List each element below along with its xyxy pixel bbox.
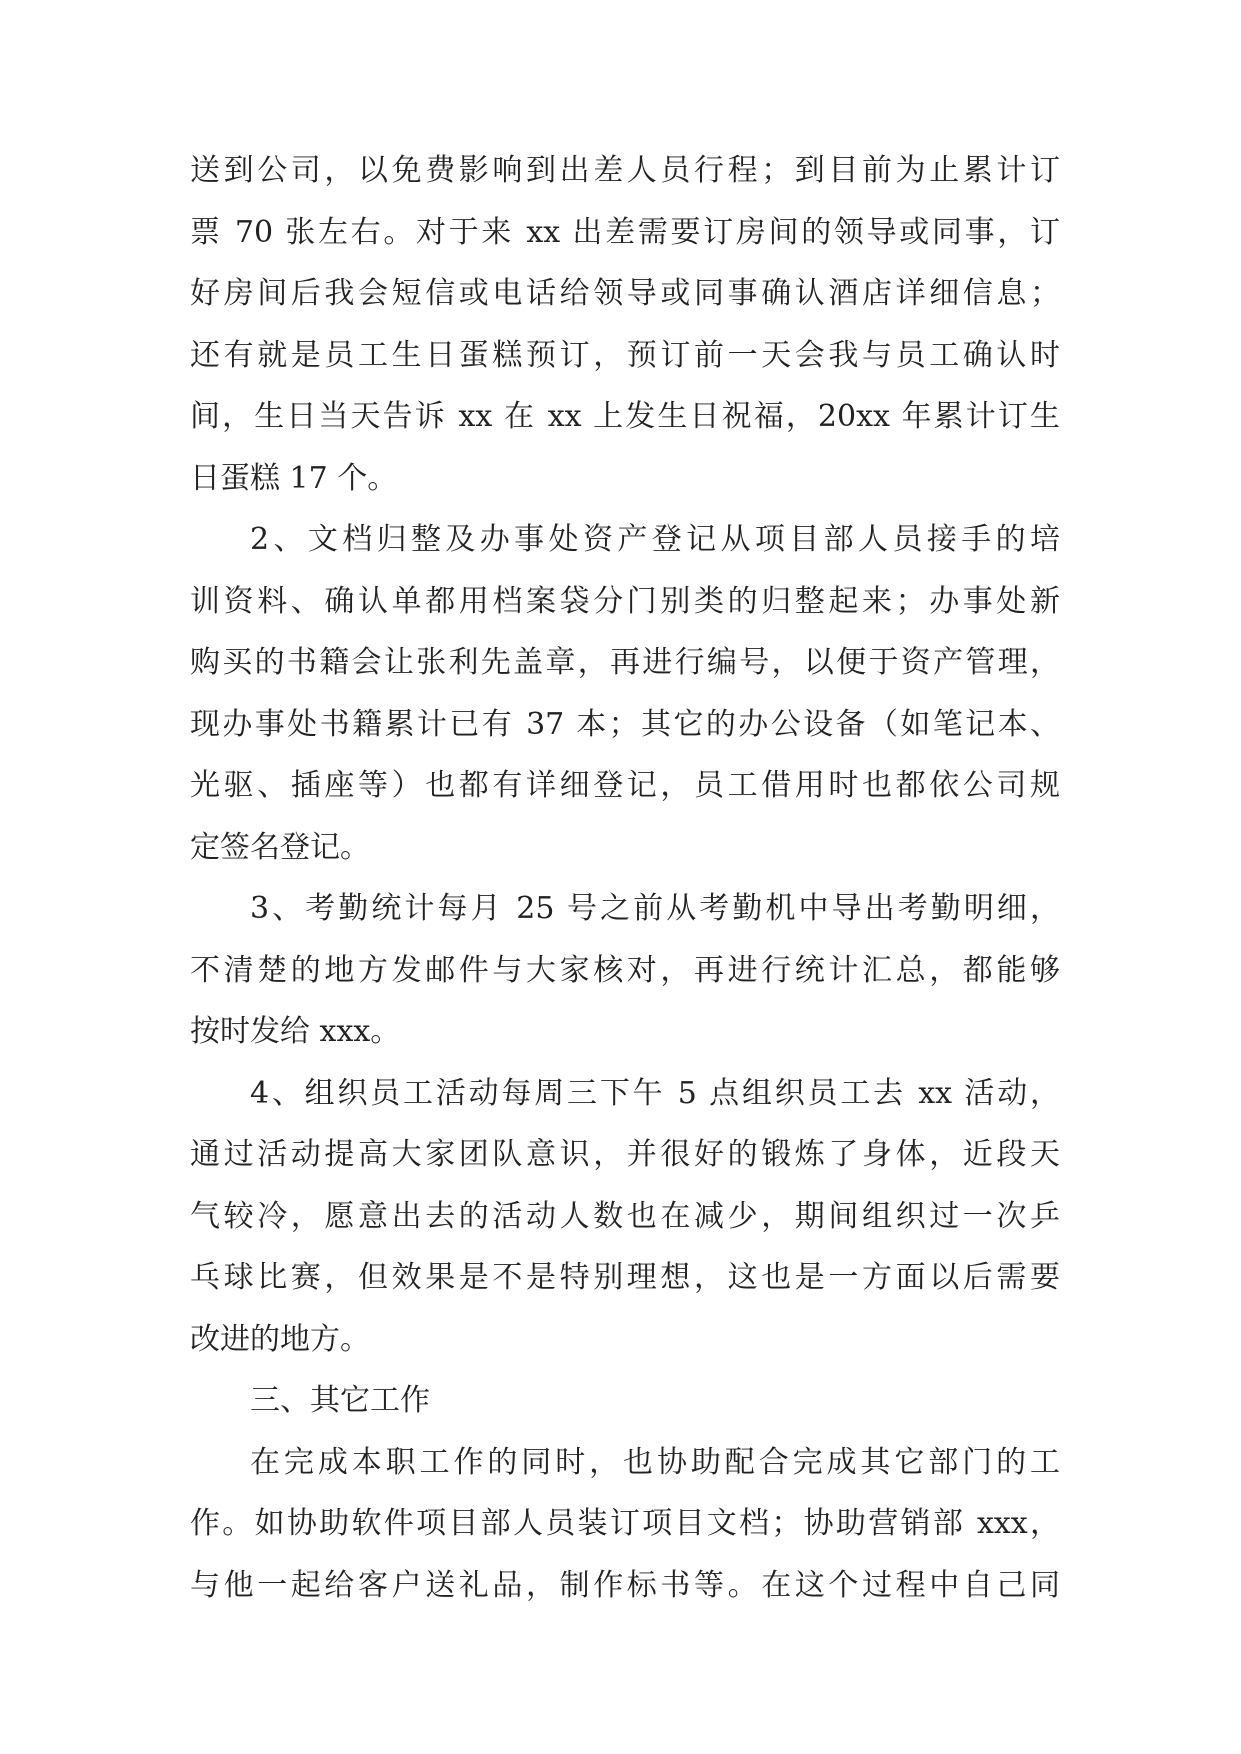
text-line: 3、考勤统计每月 25 号之前从考勤机中导出考勤明细， (250, 891, 1060, 926)
text-line: 气较冷，愿意出去的活动人数也在减少，期间组织过一次乒 (190, 1198, 1060, 1234)
paragraph-booking (190, 140, 1060, 509)
text-line: 票 70 张左右。对于来 xx 出差需要订房间的领导或同事，订 (190, 214, 1060, 250)
section-heading: 三、其它工作 (250, 1383, 430, 1418)
paragraph-documents-assets (190, 509, 1060, 878)
document-body (190, 140, 1060, 1616)
text-line: 不清楚的地方发邮件与大家核对，再进行统计汇总，都能够 (190, 952, 1060, 988)
text-line: 定签名登记。 (190, 829, 370, 865)
text-line: 按时发给 xxx。 (190, 1014, 401, 1049)
text-line: 还有就是员工生日蛋糕预订，预订前一天会我与员工确认时 (190, 337, 1060, 373)
text-line: 2、文档归整及办事处资产登记从项目部人员接手的培 (250, 522, 1060, 557)
paragraph-activities (190, 1063, 1060, 1371)
text-line: 现办事处书籍累计已有 37 本；其它的办公设备（如笔记本、 (190, 706, 1060, 742)
text-line: 日蛋糕 17 个。 (190, 460, 398, 496)
text-line: 送到公司，以免费影响到出差人员行程；到目前为止累计订 (190, 153, 1060, 188)
text-line: 4、组织员工活动每周三下午 5 点组织员工去 xx 活动， (250, 1075, 1060, 1111)
paragraph-attendance (190, 878, 1060, 1063)
section-heading-other-work (190, 1370, 1060, 1432)
paragraph-other-work (190, 1432, 1060, 1617)
text-line: 乓球比赛，但效果是不是特别理想，这也是一方面以后需要 (190, 1260, 1060, 1295)
text-line: 好房间后我会短信或电话给领导或同事确认酒店详细信息； (190, 276, 1060, 311)
text-line: 间，生日当天告诉 xx 在 xx 上发生日祝福，20xx 年累计订生 (190, 399, 1060, 434)
text-line: 购买的书籍会让张利先盖章，再进行编号，以便于资产管理， (190, 645, 1060, 680)
text-line: 与他一起给客户送礼品，制作标书等。在这个过程中自己同 (190, 1567, 1060, 1603)
text-line: 改进的地方。 (190, 1321, 370, 1357)
text-line: 通过活动提高大家团队意识，并很好的锻炼了身体，近段天 (190, 1137, 1060, 1172)
text-line: 训资料、确认单都用档案袋分门别类的归整起来；办事处新 (190, 583, 1060, 619)
text-line: 光驱、插座等）也都有详细登记，员工借用时也都依公司规 (190, 768, 1060, 803)
text-line: 在完成本职工作的同时，也协助配合完成其它部门的工 (250, 1444, 1060, 1480)
text-line: 作。如协助软件项目部人员装订项目文档；协助营销部 xxx， (190, 1506, 1060, 1541)
